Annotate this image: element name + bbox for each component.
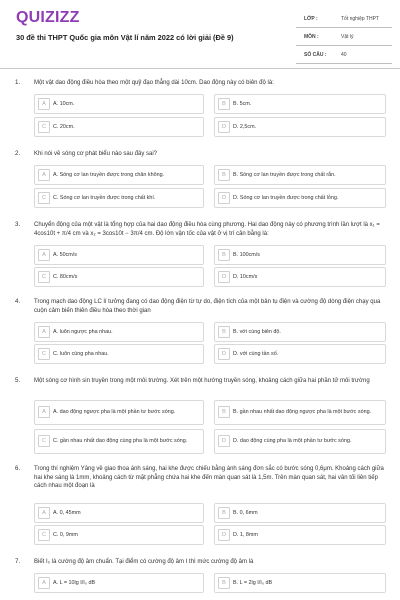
option-text: D. 2,5cm. xyxy=(233,123,257,130)
option-letter: D xyxy=(218,192,230,204)
option-letter: B xyxy=(218,507,230,519)
option-text: B. Sóng cơ lan truyền được trong chất rắn. xyxy=(233,171,336,178)
option-letter: C xyxy=(38,121,50,133)
meta-value: Vật lý xyxy=(341,34,354,40)
meta-row-count xyxy=(296,49,392,64)
question-number: 1. xyxy=(15,79,21,86)
option-text: C. 20cm. xyxy=(53,123,75,130)
option-a[interactable] xyxy=(34,94,204,114)
option-text: A. 0, 45mm xyxy=(53,509,81,516)
option-letter: D xyxy=(218,529,230,541)
meta-value: 40 xyxy=(341,52,347,58)
option-d[interactable] xyxy=(214,344,386,364)
option-b[interactable] xyxy=(214,400,386,425)
option-text: A. L = 10lg I/I₀ dB xyxy=(53,579,96,586)
option-letter: A xyxy=(38,577,50,589)
option-letter: D xyxy=(218,348,230,360)
option-letter: B xyxy=(218,406,230,418)
option-b[interactable] xyxy=(214,165,386,185)
option-letter: C xyxy=(38,192,50,204)
question-text: Trong mạch dao động LC lí tưởng đang có dao động điện từ tự do, điện tích của một bản tụ điện và cường độ dòng điện chạy qua cuộn cảm biến thiên điều hòa theo thời gian xyxy=(34,299,381,314)
meta-label: SỐ CÂU : xyxy=(304,52,327,58)
option-text: C. Sóng cơ lan truyền được trong chất khí. xyxy=(53,194,156,201)
option-text: C. luôn cùng pha nhau. xyxy=(53,350,109,357)
option-a[interactable] xyxy=(34,165,204,185)
option-c[interactable] xyxy=(34,188,204,208)
option-letter: B xyxy=(218,326,230,338)
option-letter: D xyxy=(218,121,230,133)
option-b[interactable] xyxy=(214,503,386,523)
option-text: A. 50cm/s xyxy=(53,251,77,258)
option-text: D. với cùng tần số. xyxy=(233,350,279,357)
option-d[interactable] xyxy=(214,188,386,208)
option-b[interactable] xyxy=(214,94,386,114)
option-c[interactable] xyxy=(34,117,204,137)
header-divider xyxy=(0,68,400,69)
option-text: D. Sóng cơ lan truyền được trong chất lỏng. xyxy=(233,194,339,201)
option-letter: B xyxy=(218,249,230,261)
option-letter: D xyxy=(218,435,230,447)
option-letter: B xyxy=(218,577,230,589)
option-letter: A xyxy=(38,169,50,181)
option-text: D. 10cm/s xyxy=(233,273,258,280)
page-title: 30 đề thi THPT Quốc gia môn Vật lí năm 2022 có lời giải (Đề 9) xyxy=(16,33,234,42)
option-a[interactable] xyxy=(34,573,204,593)
meta-row-subject xyxy=(296,31,392,46)
option-letter: C xyxy=(38,435,50,447)
option-c[interactable] xyxy=(34,525,204,545)
option-letter: B xyxy=(218,169,230,181)
question-number: 5. xyxy=(15,377,21,384)
option-a[interactable] xyxy=(34,503,204,523)
question-number: 6. xyxy=(15,465,21,472)
question-number: 4. xyxy=(15,298,21,305)
question-text: Chuyển động của một vật là tổng hợp của hai dao động điều hòa cùng phương. Hai dao động này có phương trình lần lượt là x₁ = 4cos10t + π/4 cm và x₂ = 3cos10t − 3π/4 cm. Độ lớn vận tốc của vật ở vị trí cân bằng là: xyxy=(34,222,380,237)
option-text: B. gần nhau nhất dao động ngược pha là một bước sóng. xyxy=(233,409,372,415)
question-text: Trong thí nghiệm Yâng về giao thoa ánh sáng, hai khe được chiếu bằng ánh sáng đơn sắc có bước sóng 0,6μm. Khoảng cách giữa hai khe sáng là 1mm, khoảng cách từ mặt phẳng chứa hai khe đến màn quan sát là 1,5m. Trên màn quan sát, hai vân tối liên tiếp cách nhau một đoạn là xyxy=(34,466,384,489)
option-text: A. Sóng cơ lan truyền được trong chân không. xyxy=(53,171,165,178)
question-text: Một sóng cơ hình sin truyền trong một môi trường. Xét trên một hướng truyền sóng, khoảng cách giữa hai phần tử môi trường xyxy=(34,378,370,384)
question-text: Khi nói về sóng cơ phát biểu nào sau đây sai? xyxy=(34,151,158,157)
option-text: D. 1, 8mm xyxy=(233,531,258,538)
option-letter: B xyxy=(218,98,230,110)
option-d[interactable] xyxy=(214,429,386,454)
meta-row-class xyxy=(296,13,392,28)
option-text: D. dao động cùng pha là một phần tư bước sóng. xyxy=(233,438,352,444)
option-text: C. 0, 9mm xyxy=(53,531,78,538)
option-text: B. 5cm. xyxy=(233,100,252,107)
question-number: 7. xyxy=(15,558,21,565)
option-a[interactable] xyxy=(34,400,204,425)
option-text: A. dao động ngược pha là một phần tư bước sóng. xyxy=(53,409,176,415)
option-c[interactable] xyxy=(34,429,204,454)
meta-value: Tốt nghiệp THPT xyxy=(341,16,379,22)
quizizz-logo: QUIZIZZ xyxy=(16,9,80,26)
option-text: A. 10cm. xyxy=(53,100,75,107)
option-text: B. 100cm/s xyxy=(233,251,260,258)
option-letter: A xyxy=(38,406,50,418)
question-number: 3. xyxy=(15,221,21,228)
option-letter: A xyxy=(38,98,50,110)
option-letter: D xyxy=(218,271,230,283)
option-text: C. gần nhau nhất dao động cùng pha là một bước sóng. xyxy=(53,438,188,444)
option-text: B. L = 2lg I/I₀ dB xyxy=(233,579,273,586)
meta-label: LỚP : xyxy=(304,16,318,22)
option-letter: C xyxy=(38,271,50,283)
option-text: A. luôn ngược pha nhau. xyxy=(53,328,113,335)
meta-label: MÔN : xyxy=(304,34,319,40)
option-b[interactable] xyxy=(214,573,386,593)
option-a[interactable] xyxy=(34,322,204,342)
option-b[interactable] xyxy=(214,322,386,342)
option-text: B. 0, 6mm xyxy=(233,509,258,516)
option-letter: A xyxy=(38,249,50,261)
option-c[interactable] xyxy=(34,344,204,364)
option-letter: C xyxy=(38,348,50,360)
option-letter: A xyxy=(38,507,50,519)
option-letter: A xyxy=(38,326,50,338)
option-d[interactable] xyxy=(214,525,386,545)
question-text: Biết I₀ là cường độ âm chuẩn. Tại điểm có cường độ âm I thì mức cường độ âm là xyxy=(34,559,254,565)
question-number: 2. xyxy=(15,150,21,157)
question-text: Một vật dao động điều hòa theo một quỹ đạo thẳng dài 10cm. Dao động này có biên độ là: xyxy=(34,80,274,86)
option-d[interactable] xyxy=(214,117,386,137)
option-text: B. với cùng biên độ. xyxy=(233,328,281,335)
option-b[interactable] xyxy=(214,245,386,265)
option-d[interactable] xyxy=(214,267,386,287)
meta-panel xyxy=(296,13,392,67)
option-c[interactable] xyxy=(34,267,204,287)
option-letter: C xyxy=(38,529,50,541)
worksheet-header xyxy=(0,0,400,70)
option-text: C. 80cm/s xyxy=(53,273,78,280)
option-a[interactable] xyxy=(34,245,204,265)
